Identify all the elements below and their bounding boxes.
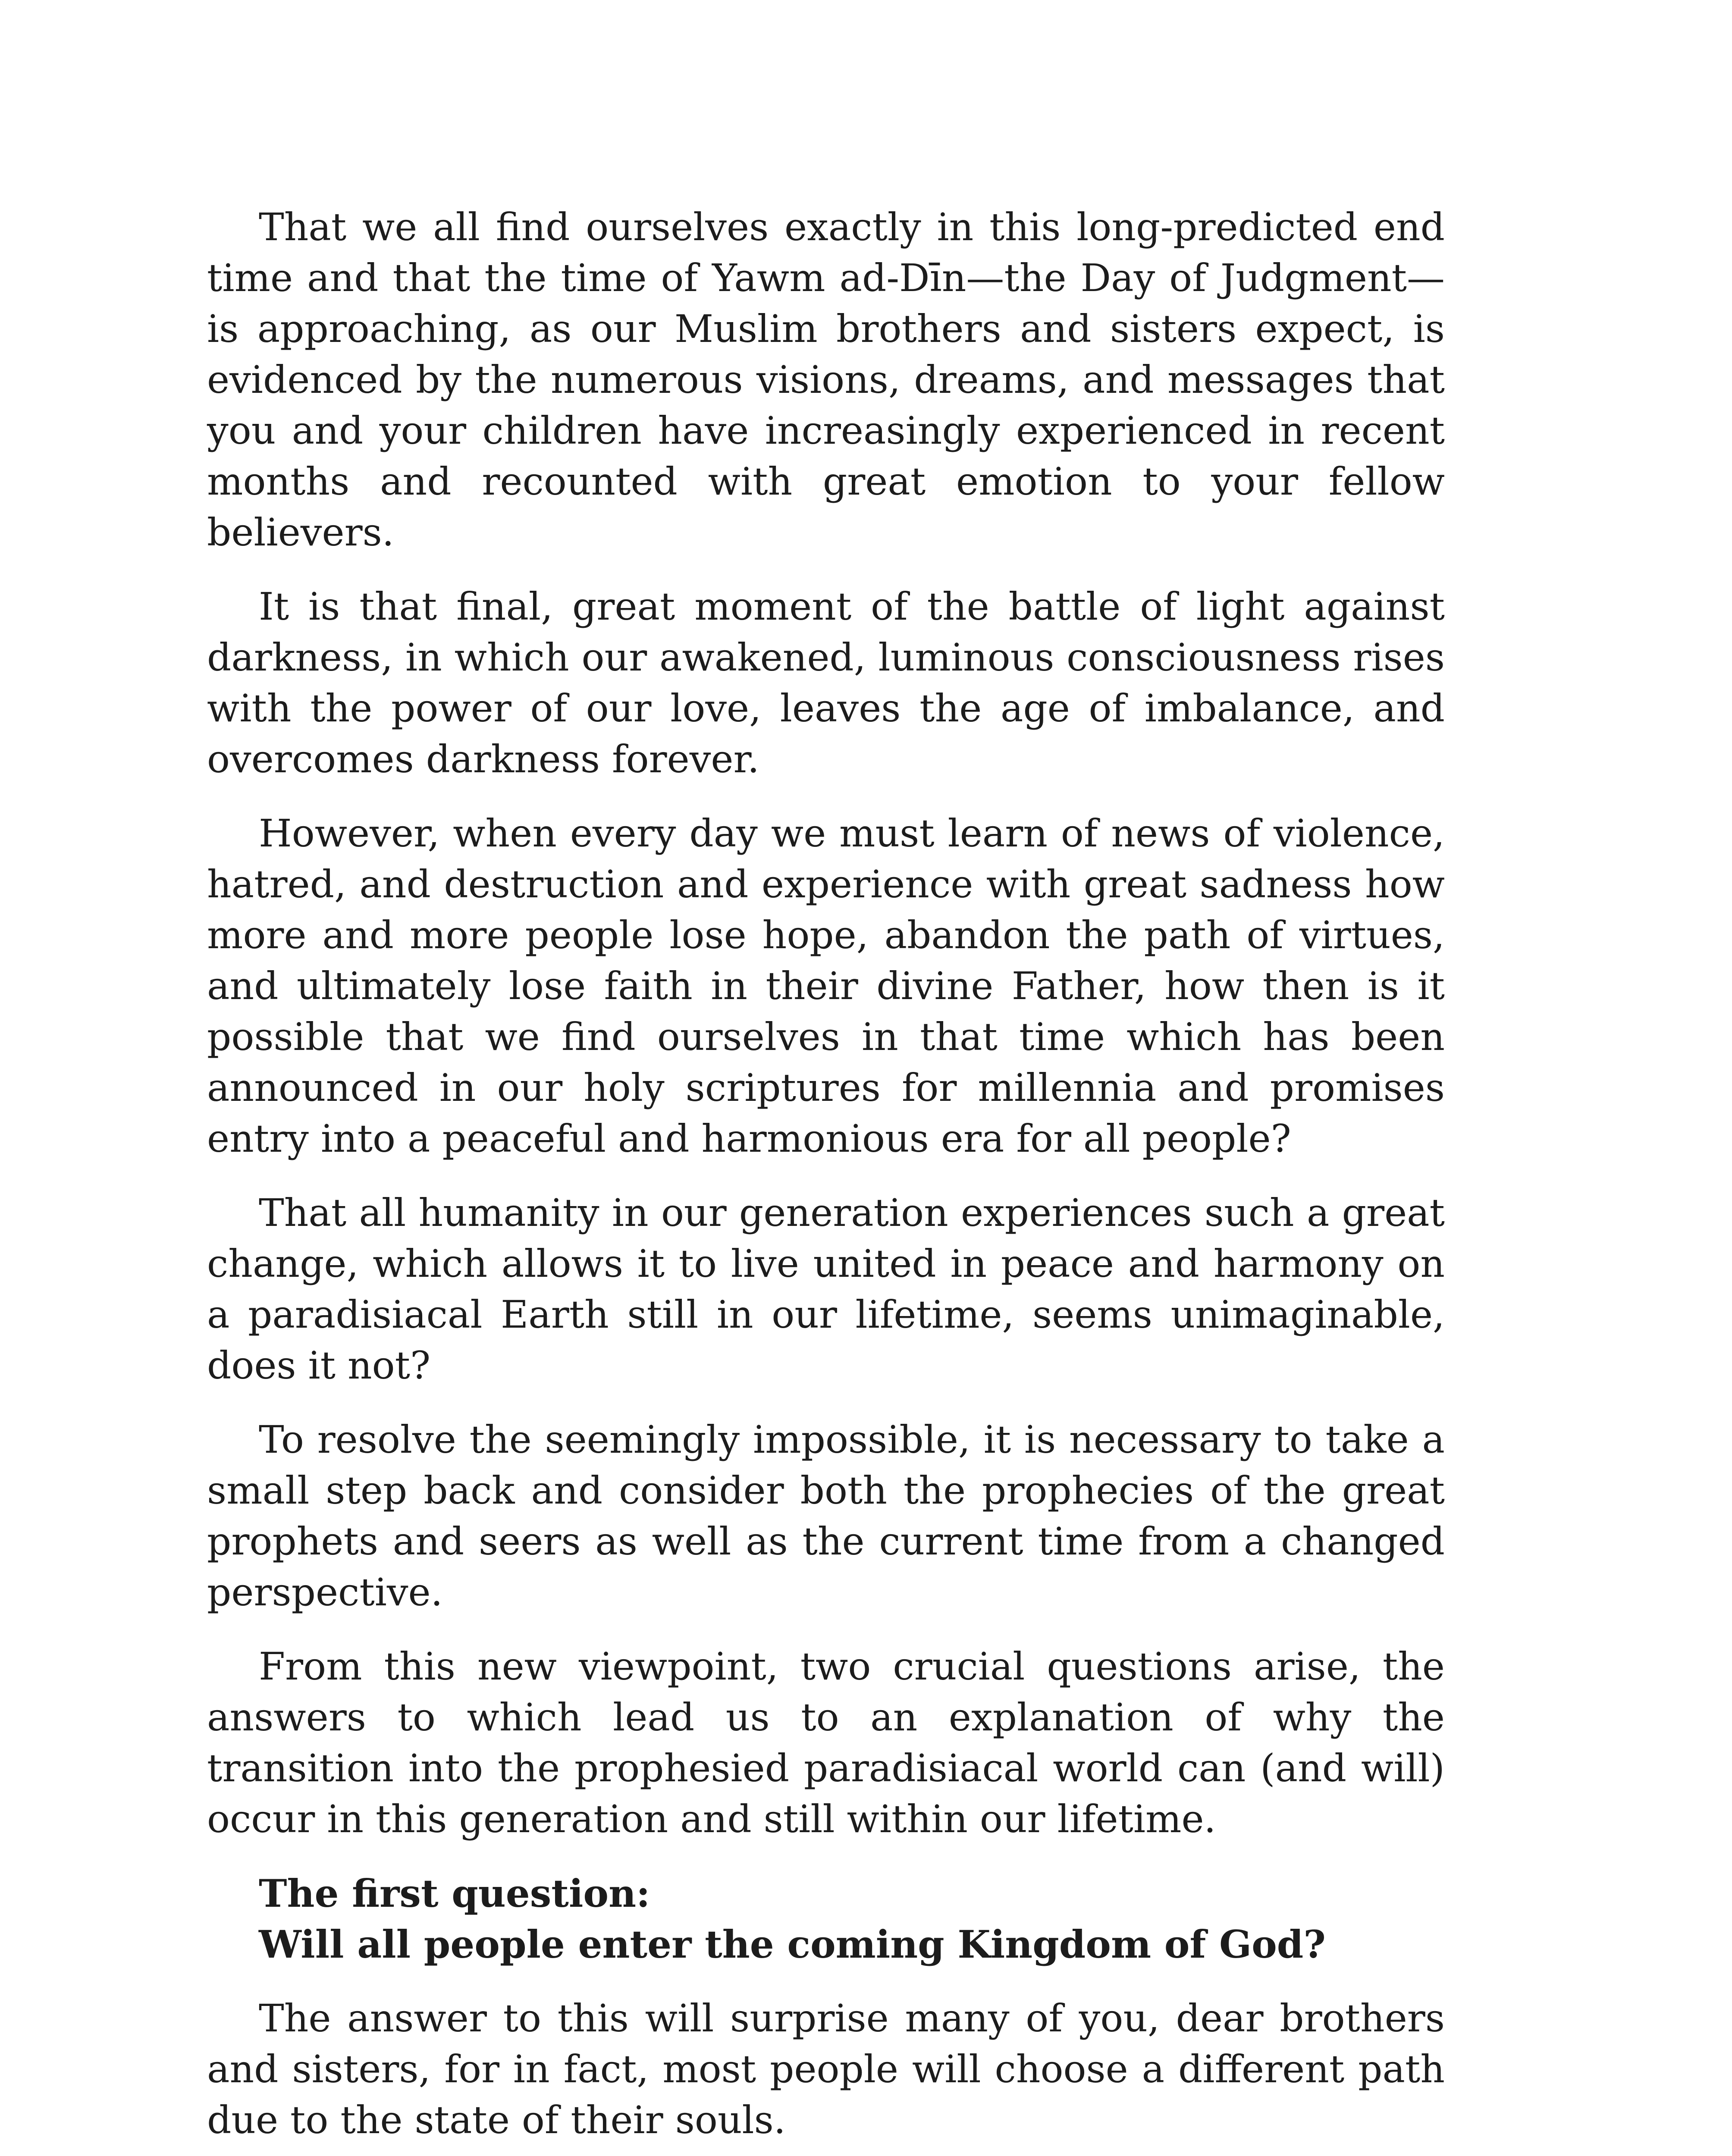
paragraph-6: From this new viewpoint, two crucial questions arise, the answers to which lead us to an explanation of why the transition into the prophesied paradisiacal world can (and will) occur in this generation and still within our lifetime. — [207, 1644, 1445, 1841]
body-text — [207, 202, 1445, 2156]
first-question-label: The first question: — [259, 1871, 650, 1916]
first-question-text: Will all people enter the coming Kingdom of God? — [259, 1922, 1326, 1967]
paragraph-4: That all humanity in our generation experiences such a great change, which allows it to live united in peace and harmony on a paradisiacal Earth still in our lifetime, seems unimaginable, does it not? — [207, 1191, 1445, 1388]
paragraph-2: It is that final, great moment of the battle of light against darkness, in which our awakened, luminous consciousness rises with the power of our love, leaves the age of imbalance, and overcomes darkness forever. — [207, 584, 1445, 781]
first-answer-paragraph: The answer to this will surprise many of you, dear brothers and sisters, for in fact, most people will choose a different path due to the state of their souls. — [207, 1996, 1445, 2142]
first-question-heading — [207, 1868, 1445, 1970]
paragraph-1: That we all find ourselves exactly in this long-predicted end time and that the time of Yawm ad-Dīn—the Day of Judgment—is approaching, as our Muslim brothers and sisters expect, is evidenced by the numerous visions, dreams, and messages that you and your children have increasingly experienced in recent months and recounted with great emotion to your fellow believers. — [207, 205, 1445, 555]
paragraph-5: To resolve the seemingly impossible, it is necessary to take a small step back and consider both the prophecies of the great prophets and seers as well as the current time from a changed perspective. — [207, 1417, 1445, 1614]
paragraph-3: However, when every day we must learn of news of violence, hatred, and destruction and experience with great sadness how more and more people lose hope, abandon the path of virtues, and ultimately lose faith in their divine Father, how then is it possible that we find ourselves in that time which has been announced in our holy scriptures for millennia and promises entry into a peaceful and harmonious era for all people? — [207, 811, 1445, 1161]
